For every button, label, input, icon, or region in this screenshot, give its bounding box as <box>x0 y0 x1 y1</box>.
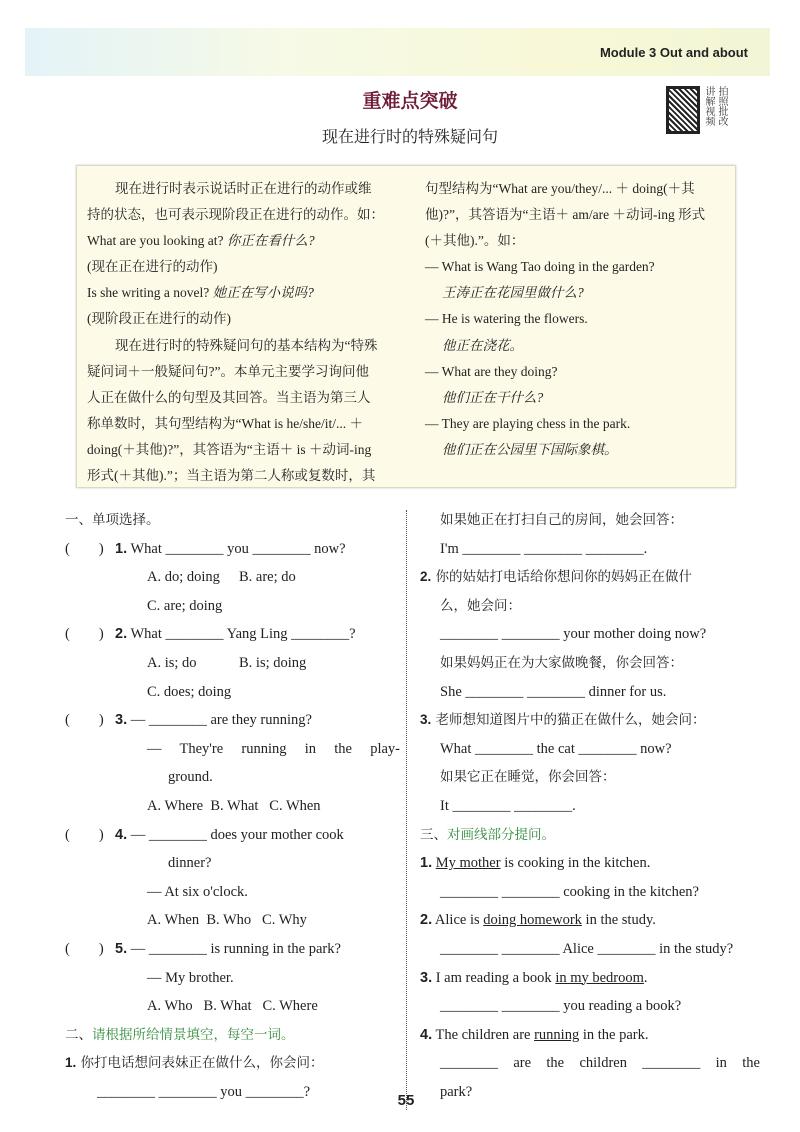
fill-blank-line[interactable]: It ________ ________. <box>440 797 576 814</box>
text-line <box>87 280 397 306</box>
option-b: B. are; do <box>239 569 296 586</box>
fill-blank-line[interactable]: ________ ________ cooking in the kitchen? <box>440 883 699 900</box>
section1-heading: 一、单项选择。 <box>65 512 160 528</box>
text-line: 句型结构为“What are you/they/... ＋ doing(＋其 <box>425 181 695 196</box>
grammar-explanation-box <box>76 165 736 488</box>
question-3 <box>65 706 400 735</box>
underlined-part: running <box>534 1026 580 1043</box>
answer-bracket[interactable]: ( ) <box>65 712 104 729</box>
situation-text: 如果妈妈正在为大家做晚餐，你会回答： <box>440 654 683 671</box>
qr-code-icon[interactable] <box>666 86 700 134</box>
answer-bracket[interactable]: ( ) <box>65 626 104 643</box>
dialog-cn: 王涛正在花园里做什么? <box>442 285 584 301</box>
question-text: What ________ you ________ now? <box>127 540 346 557</box>
fill-question-3 <box>415 706 760 735</box>
text-line: (现在正在进行的动作) <box>87 259 218 275</box>
option-a: A. is; do <box>147 654 197 671</box>
text-line: (＋其他).”。如： <box>425 233 525 249</box>
dialog-cn: 他们正在干什么? <box>442 389 544 405</box>
question-text: dinner? <box>168 855 212 872</box>
dialog-en: — He is watering the flowers. <box>425 311 588 327</box>
dialog-en: — What are they doing? <box>425 363 558 379</box>
sentence-part: Alice is <box>432 912 484 929</box>
question-text: What ________ Yang Ling ________? <box>127 626 356 643</box>
fill-blank-line[interactable]: ________ ________ your mother doing now? <box>440 626 707 643</box>
option-c: C. are; doing <box>147 597 223 614</box>
question-number: 5. <box>115 940 128 957</box>
page-number: 55 <box>397 1092 415 1109</box>
sentence-part: in the study. <box>581 912 656 929</box>
section-number: 二、 <box>65 1026 92 1043</box>
question-number: 1. <box>420 855 433 872</box>
question-4 <box>65 821 400 850</box>
options <box>65 563 400 592</box>
question-text: — My brother. <box>147 969 234 986</box>
sentence-part: . <box>643 969 648 986</box>
sentence-part: I am reading a book <box>432 969 556 986</box>
options: A. When B. Who C. Why <box>147 912 307 929</box>
rewrite-question-3 <box>415 964 760 993</box>
page-title: 重难点突破 <box>362 90 458 112</box>
underlined-part: doing homework <box>483 912 582 929</box>
example-en: What are you looking at? <box>87 233 227 249</box>
text-line: 现在进行时的特殊疑问句的基本结构为“特殊 <box>115 337 378 353</box>
question-text: — They're running in the play- <box>147 740 400 757</box>
answer-bracket[interactable]: ( ) <box>65 826 104 843</box>
text-line: 他)?”，其答语为“主语＋ am/are ＋动词-ing 形式 <box>425 207 706 223</box>
section-number: 三、 <box>420 826 447 843</box>
fill-blank-line[interactable]: ________ ________ you reading a book? <box>440 998 682 1015</box>
fill-question-2 <box>415 563 760 592</box>
question-2 <box>65 620 400 649</box>
question-text: — ________ does your mother cook <box>127 826 344 843</box>
section3-heading <box>415 821 760 850</box>
question-text: — ________ is running in the park? <box>127 940 341 957</box>
answer-bracket[interactable]: ( ) <box>65 540 104 557</box>
right-column <box>415 506 760 1106</box>
column-divider <box>406 510 407 1110</box>
question-number: 3. <box>420 712 432 728</box>
question-number: 4. <box>115 826 128 843</box>
rewrite-question-4 <box>415 1021 760 1050</box>
example-cn: 她正在写小说吗? <box>212 285 314 301</box>
text-line: 称单数时，其句型结构为“What is he/she/it/... ＋ <box>87 415 363 431</box>
option-b: B. is; doing <box>239 654 307 671</box>
question-number: 2. <box>115 626 128 643</box>
option-a: A. do; doing <box>147 569 220 586</box>
sentence-part: is cooking in the kitchen. <box>500 855 651 872</box>
situation-text: 如果它正在睡觉，你会回答： <box>440 769 616 786</box>
situation-text: 如果她正在打扫自己的房间，她会回答： <box>440 512 683 528</box>
question-text: 你打电话想问表妹正在做什么，你会问： <box>76 1055 324 1072</box>
example-cn: 你正在看什么? <box>226 233 315 249</box>
question-number: 2. <box>420 569 432 585</box>
dialog-en: — They are playing chess in the park. <box>425 415 631 431</box>
question-number: 2. <box>420 912 433 929</box>
options <box>65 649 400 678</box>
options: A. Where B. What C. When <box>147 797 321 814</box>
dialog-cn: 他正在浇花。 <box>442 337 523 353</box>
dialog-en: — What is Wang Tao doing in the garden? <box>425 259 655 275</box>
section-title: 对画线部分提问。 <box>447 826 555 843</box>
question-1 <box>65 535 400 564</box>
question-text: 老师想知道图片中的猫正在做什么，她会问： <box>431 712 706 729</box>
section-title: 请根据所给情景填空，每空一词。 <box>92 1026 295 1043</box>
explanation-right <box>425 176 725 463</box>
question-number: 1. <box>115 540 128 557</box>
fill-blank-line[interactable]: What ________ the cat ________ now? <box>440 740 672 757</box>
text-line: 形式(＋其他).”；当主语为第二人称或复数时，其 <box>87 468 376 484</box>
question-5 <box>65 935 400 964</box>
question-text: — At six o'clock. <box>147 883 248 900</box>
example-en: Is she writing a novel? <box>87 285 213 301</box>
section2-heading <box>65 1021 400 1050</box>
text-line: 持的状态，也可表示现阶段正在进行的动作。如： <box>87 207 384 223</box>
rewrite-question-1 <box>415 849 760 878</box>
options: A. Who B. What C. Where <box>147 998 318 1015</box>
question-text: 你的姑姑打电话给你想问你的妈妈正在做什 <box>431 569 693 586</box>
qr-caption-video: 讲解视频 <box>703 86 714 126</box>
page-subtitle: 现在进行时的特殊疑问句 <box>321 127 498 146</box>
question-text: 么，她会问： <box>440 597 521 614</box>
fill-blank-line[interactable]: ________ ________ you ________? <box>97 1083 311 1100</box>
qr-caption-grading: 拍照批改 <box>716 86 727 126</box>
sentence-part: in the park. <box>579 1026 649 1043</box>
explanation-left <box>87 176 397 489</box>
dialog-cn: 他们正在公园里下国际象棋。 <box>442 441 618 457</box>
sentence-part: The children are <box>432 1026 535 1043</box>
text-line: 人正在做什么的句型及其回答。当主语为第三人 <box>87 389 371 405</box>
fill-blank-line[interactable]: ________ are the children ________ in the <box>440 1055 760 1072</box>
fill-blank-line: park? <box>440 1083 473 1100</box>
option-c: C. does; doing <box>147 683 232 700</box>
underlined-part: in my bedroom <box>555 969 644 986</box>
question-number: 4. <box>420 1026 433 1043</box>
fill-blank-line[interactable]: ________ ________ Alice ________ in the study? <box>440 940 734 957</box>
question-number: 3. <box>115 712 128 729</box>
question-number: 1. <box>65 1055 77 1071</box>
question-text: ground. <box>168 769 213 786</box>
text-line: (现阶段正在进行的动作) <box>87 311 231 327</box>
qr-caption <box>702 86 727 126</box>
question-text: — ________ are they running? <box>127 712 312 729</box>
answer-bracket[interactable]: ( ) <box>65 940 104 957</box>
question-number: 3. <box>420 969 433 986</box>
text-line: 疑问词＋一般疑问句?”。本单元主要学习询问他 <box>87 363 369 379</box>
text-line: doing(＋其他)?”，其答语为“主语＋ is ＋动词-ing <box>87 441 372 457</box>
underlined-part: My mother <box>435 855 501 872</box>
left-column <box>65 506 400 1106</box>
module-title: Module 3 Out and about <box>599 45 748 60</box>
rewrite-question-2 <box>415 906 760 935</box>
text-line: 现在进行时表示说话时正在进行的动作或维 <box>115 181 372 196</box>
fill-blank-line[interactable]: She ________ ________ dinner for us. <box>440 683 667 700</box>
text-line <box>87 228 397 254</box>
fill-question-1 <box>65 1049 400 1078</box>
fill-blank-line[interactable]: I'm ________ ________ ________. <box>440 540 648 557</box>
